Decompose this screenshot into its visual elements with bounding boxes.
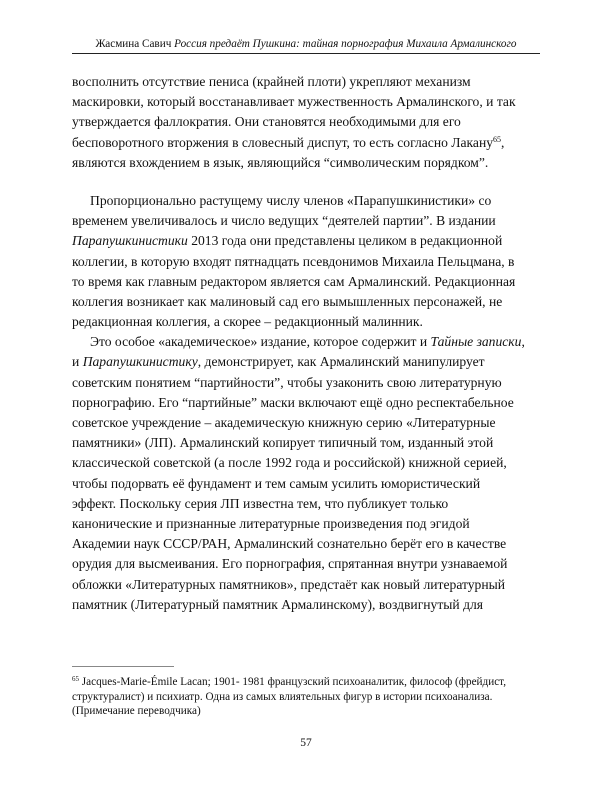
- paragraph-2: [72, 191, 540, 332]
- text-line: [72, 133, 540, 153]
- footnote: [72, 675, 542, 719]
- text-run: 2013 года они представлены целиком в редакционной: [187, 233, 503, 249]
- text-line: коллегия возникает как малиновый сад его вымышленных персонажей, не: [72, 293, 503, 309]
- footnote-separator: [72, 666, 174, 667]
- text-line: эффект. Поскольку серия ЛП известна тем, что публикует только: [72, 495, 449, 511]
- text-line: чтобы подорвать её фундамент и тем самым усилить юмористический: [72, 475, 481, 491]
- text-line: советским понятием “партийности”, чтобы узаконить свою литературную: [72, 374, 502, 390]
- text-run-italic: Тайные записки: [430, 334, 522, 350]
- text-line: восполнить отсутствие пениса (крайней плоти) укрепляют механизм: [72, 74, 471, 89]
- text-run: бесповоротного вторжения в словесный диспут, то есть согласно Лакану: [72, 134, 494, 150]
- text-line: маскировки, который восстанавливает мужественность Армалинского, и так: [72, 94, 516, 110]
- running-header: [72, 37, 540, 51]
- body-text: [72, 72, 540, 615]
- text-line: [72, 231, 540, 251]
- text-line: коллегии, в которую входят пятнадцать псевдонимов Михаила Пельцмана, в: [72, 253, 515, 269]
- text-line: классической советской (а после 1992 года и российской) книжной серией,: [72, 455, 507, 471]
- text-line: канонические и признанные литературные произведения под эгидой: [72, 515, 470, 531]
- text-line: [72, 352, 540, 372]
- text-line: памятники» (ЛП). Армалинский копирует типичный том, изданный этой: [72, 435, 494, 451]
- text-line: Пропорционально растущему числу членов «Парапушкинистики» со: [90, 192, 492, 208]
- footnote-line: (Примечание переводчика): [72, 705, 201, 717]
- text-line: [72, 332, 540, 352]
- header-author: Жасмина Савич: [95, 38, 172, 50]
- footnote-ref: 65: [493, 134, 502, 144]
- text-line: обложки «Литературных памятников», предстаёт как новый литературный: [72, 576, 506, 592]
- page-number: 57: [300, 737, 312, 749]
- text-line: являются вхождением в язык, являющийся “символическим порядком”.: [72, 154, 489, 170]
- text-line: советское учреждение – академическую книжную серию «Литературные: [72, 415, 496, 430]
- footnote-line: структуралист) и психиатр. Одна из самых влиятельных фигур в истории психоанализа.: [72, 690, 493, 703]
- header-rule: [72, 53, 540, 54]
- text-run: ,: [521, 334, 525, 350]
- text-line: утверждается фаллократия. Они становятся необходимыми для его: [72, 114, 461, 130]
- footnote-line: [72, 675, 542, 690]
- text-run: ,: [501, 134, 505, 150]
- text-run: и: [72, 354, 83, 370]
- text-run: , демонстрирует, как Армалинский манипулирует: [197, 354, 485, 370]
- text-line: то время как главным редактором является сам Армалинский. Редакционная: [72, 273, 516, 289]
- text-line: временем увеличивалось и число ведущих “деятелей партии”. В издании: [72, 213, 496, 229]
- text-line: редакционная коллегия, а скорее – редакционный малинник.: [72, 314, 423, 330]
- footnote-number: 65: [72, 675, 79, 683]
- paragraph-3: [72, 332, 540, 615]
- text-line: орудия для высмеивания. Его порнография, спрятанная внутри узнаваемой: [72, 556, 508, 572]
- text-line: Академии наук СССР/РАН, Армалинский сознательно берёт его в качестве: [72, 536, 507, 552]
- paragraph-1: [72, 72, 540, 173]
- text-run-italic: Парапушкинистики: [72, 233, 188, 249]
- text-line: порнографию. Его “партийные” маски включают ещё одно респектабельное: [72, 394, 514, 410]
- paragraph-gap: [72, 173, 540, 191]
- text-line: памятник (Литературный памятник Армалинскому), воздвигнутый для: [72, 596, 484, 612]
- header-title: Россия предаёт Пушкина: тайная порнография Михаила Армалинского: [174, 38, 517, 50]
- text-run-italic: Парапушкинистику: [82, 354, 198, 370]
- text-run: Jacques-Marie-Émile Lacan; 1901- 1981 французский психоаналитик, философ (фрейдист,: [79, 676, 507, 688]
- text-run: Это особое «академическое» издание, которое содержит и: [90, 334, 431, 350]
